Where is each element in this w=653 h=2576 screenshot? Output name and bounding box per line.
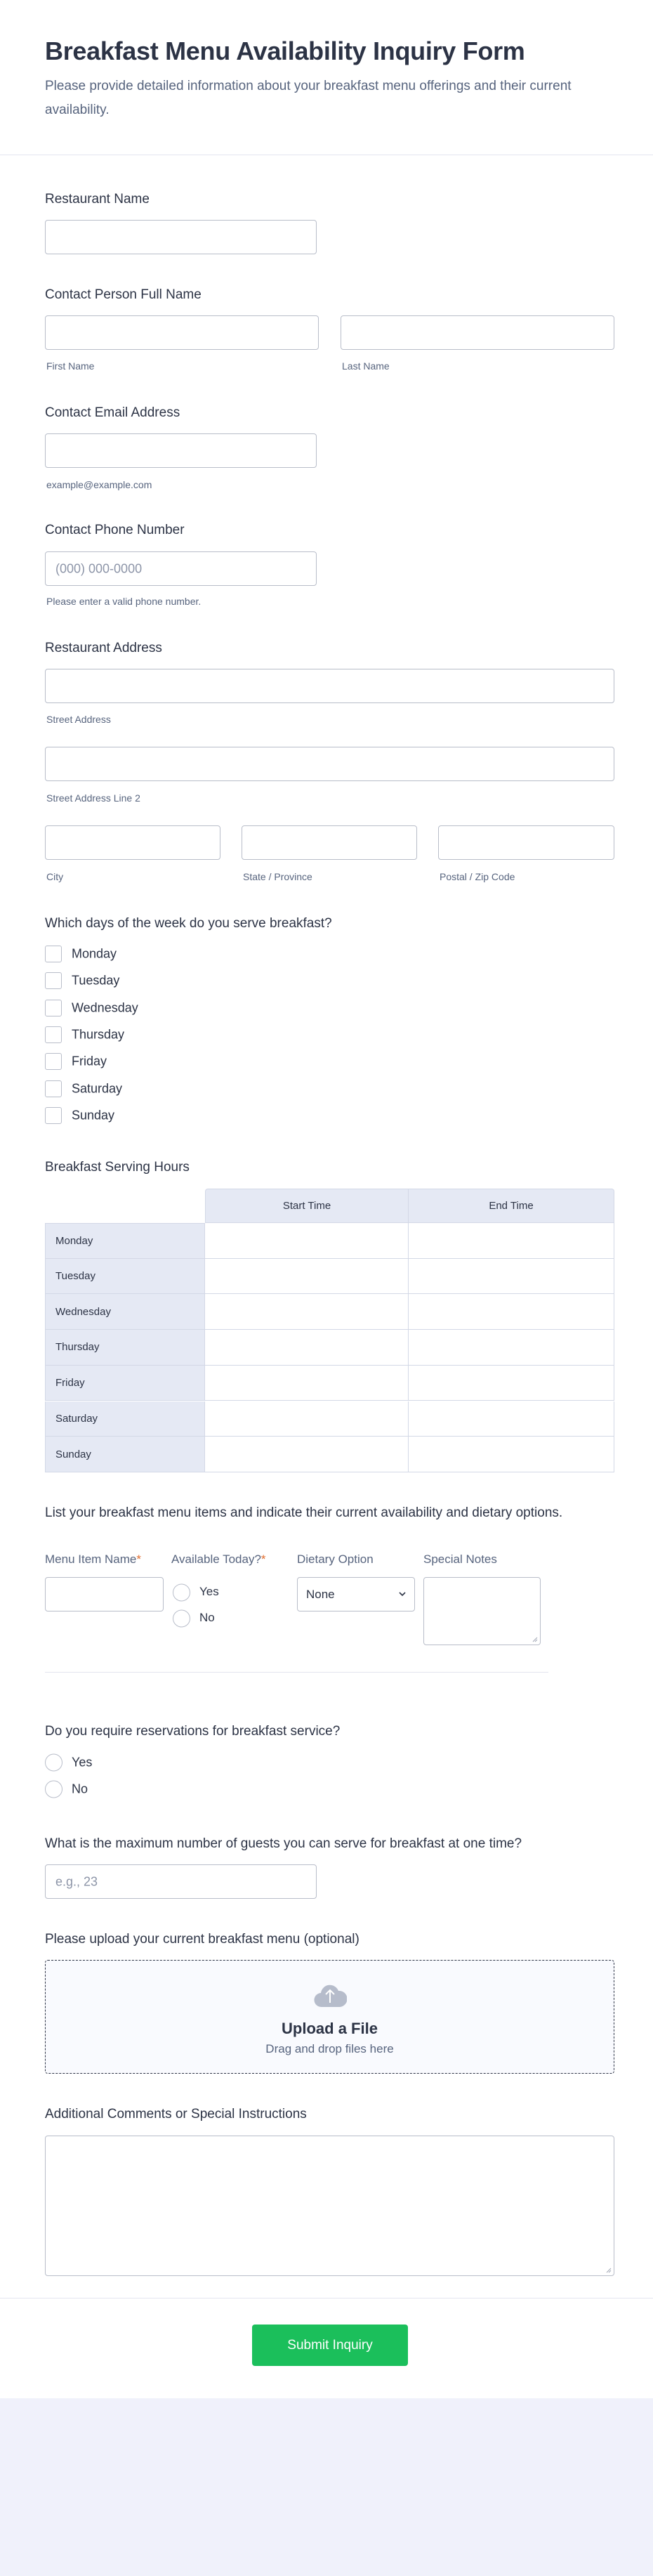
- upload-label: Please upload your current breakfast menu (optional): [45, 1932, 360, 1947]
- hours-column-header: Start Time: [205, 1189, 409, 1223]
- reservations-no-label: No: [72, 1781, 88, 1796]
- dietary-option-select[interactable]: [297, 1577, 415, 1611]
- hours-time-cell[interactable]: [409, 1330, 614, 1366]
- day-checkbox[interactable]: [45, 1053, 62, 1070]
- last-name-sublabel: Last Name: [342, 360, 390, 372]
- comments-textarea[interactable]: [45, 2136, 614, 2276]
- street2-input[interactable]: [45, 747, 614, 781]
- phone-sublabel: Please enter a valid phone number.: [46, 596, 202, 607]
- required-mark: *: [260, 1552, 266, 1566]
- comments-label: Additional Comments or Special Instructions: [45, 2107, 307, 2121]
- email-sublabel: example@example.com: [46, 479, 152, 490]
- menu-items-divider: [45, 1672, 548, 1673]
- available-yes-radio[interactable]: [173, 1584, 190, 1602]
- available-yes-label: Yes: [199, 1585, 219, 1598]
- hours-time-cell[interactable]: [409, 1259, 614, 1295]
- guests-input[interactable]: [45, 1864, 317, 1899]
- hours-column-header: End Time: [409, 1189, 614, 1223]
- page-subtitle: Please provide detailed information about your breakfast menu offerings and their current availability.: [45, 79, 572, 117]
- hours-row-header: Tuesday: [45, 1259, 205, 1295]
- street-sublabel: Street Address: [46, 714, 111, 725]
- day-checkbox-label: Wednesday: [72, 1000, 138, 1015]
- hours-row-header: Sunday: [45, 1437, 205, 1472]
- col-menu-item-name: [45, 1552, 141, 1567]
- last-name-input[interactable]: [341, 315, 614, 350]
- guests-label: What is the maximum number of guests you can serve for breakfast at one time?: [45, 1836, 522, 1851]
- upload-title: Upload a File: [282, 2020, 378, 2037]
- day-checkbox-label: Monday: [72, 946, 117, 961]
- day-checkbox[interactable]: [45, 1107, 62, 1124]
- dietary-option-value: None: [306, 1587, 335, 1601]
- menu-items-label: List your breakfast menu items and indicate their current availability and dietary options.: [45, 1505, 563, 1520]
- hours-time-cell[interactable]: [205, 1366, 409, 1401]
- day-checkbox[interactable]: [45, 1000, 62, 1016]
- hours-time-cell[interactable]: [205, 1330, 409, 1366]
- first-name-sublabel: First Name: [46, 360, 95, 372]
- zip-sublabel: Postal / Zip Code: [440, 871, 515, 882]
- email-input[interactable]: [45, 433, 317, 468]
- street2-sublabel: Street Address Line 2: [46, 792, 140, 804]
- hours-time-cell[interactable]: [409, 1366, 614, 1401]
- upload-dropzone[interactable]: [45, 1960, 614, 2074]
- col-available-today-text: Available Today?: [171, 1552, 261, 1566]
- day-checkbox[interactable]: [45, 972, 62, 989]
- reservations-no-radio[interactable]: [45, 1781, 62, 1798]
- day-checkbox-label: Saturday: [72, 1081, 123, 1095]
- email-label: Contact Email Address: [45, 405, 180, 420]
- footer-divider: [0, 2298, 653, 2299]
- cloud-upload-icon: [313, 1980, 347, 2008]
- available-no-radio[interactable]: [173, 1610, 190, 1628]
- col-special-notes: Special Notes: [423, 1552, 497, 1566]
- hours-row-header: Saturday: [45, 1401, 205, 1437]
- reservations-yes-label: Yes: [72, 1755, 93, 1770]
- hours-time-cell[interactable]: [205, 1437, 409, 1472]
- street-input[interactable]: [45, 669, 614, 703]
- hours-time-cell[interactable]: [409, 1294, 614, 1330]
- day-checkbox-label: Friday: [72, 1054, 107, 1068]
- hours-row-header: Thursday: [45, 1330, 205, 1366]
- reservations-label: Do you require reservations for breakfast service?: [45, 1724, 341, 1739]
- address-label: Restaurant Address: [45, 641, 162, 655]
- hours-row-header: Wednesday: [45, 1294, 205, 1330]
- menu-item-name-input[interactable]: [45, 1577, 164, 1611]
- hours-time-cell[interactable]: [409, 1401, 614, 1437]
- city-input[interactable]: [45, 825, 220, 860]
- required-mark: *: [136, 1552, 142, 1566]
- hours-time-cell[interactable]: [205, 1259, 409, 1295]
- day-checkbox[interactable]: [45, 946, 62, 962]
- special-notes-textarea[interactable]: [423, 1577, 541, 1645]
- state-sublabel: State / Province: [243, 871, 312, 882]
- hours-row-header: Monday: [45, 1223, 205, 1259]
- day-checkbox-label: Sunday: [72, 1108, 115, 1123]
- day-checkbox[interactable]: [45, 1080, 62, 1097]
- resize-handle-icon[interactable]: [606, 2268, 612, 2273]
- submit-button[interactable]: Submit Inquiry: [252, 2325, 408, 2366]
- col-menu-item-name-text: Menu Item Name: [45, 1552, 137, 1566]
- hours-row-header: Friday: [45, 1366, 205, 1401]
- phone-label: Contact Phone Number: [45, 523, 185, 537]
- phone-placeholder: (000) 000-0000: [55, 561, 143, 575]
- city-sublabel: City: [46, 871, 64, 882]
- zip-input[interactable]: [438, 825, 614, 860]
- days-label: Which days of the week do you serve breakfast?: [45, 916, 332, 931]
- col-available-today: [171, 1552, 266, 1567]
- hours-time-cell[interactable]: [409, 1437, 614, 1472]
- page-title: Breakfast Menu Availability Inquiry Form: [45, 37, 525, 65]
- day-checkbox[interactable]: [45, 1026, 62, 1043]
- hours-time-cell[interactable]: [409, 1223, 614, 1259]
- resize-handle-icon[interactable]: [532, 1637, 538, 1642]
- hours-time-cell[interactable]: [205, 1294, 409, 1330]
- hours-time-cell[interactable]: [205, 1223, 409, 1259]
- contact-name-label: Contact Person Full Name: [45, 287, 202, 302]
- first-name-input[interactable]: [45, 315, 319, 350]
- restaurant-name-label: Restaurant Name: [45, 192, 150, 207]
- hours-time-cell[interactable]: [205, 1401, 409, 1437]
- day-checkbox-label: Tuesday: [72, 973, 120, 988]
- hours-label: Breakfast Serving Hours: [45, 1160, 190, 1175]
- col-dietary-option: Dietary Option: [297, 1552, 374, 1566]
- restaurant-name-input[interactable]: [45, 220, 317, 254]
- phone-input[interactable]: [45, 551, 317, 586]
- state-input[interactable]: [242, 825, 417, 860]
- reservations-yes-radio[interactable]: [45, 1754, 62, 1772]
- guests-placeholder: e.g., 23: [55, 1874, 98, 1888]
- upload-hint: Drag and drop files here: [265, 2042, 394, 2055]
- chevron-down-icon: [399, 1592, 406, 1597]
- day-checkbox-label: Thursday: [72, 1027, 125, 1042]
- available-no-label: No: [199, 1611, 215, 1624]
